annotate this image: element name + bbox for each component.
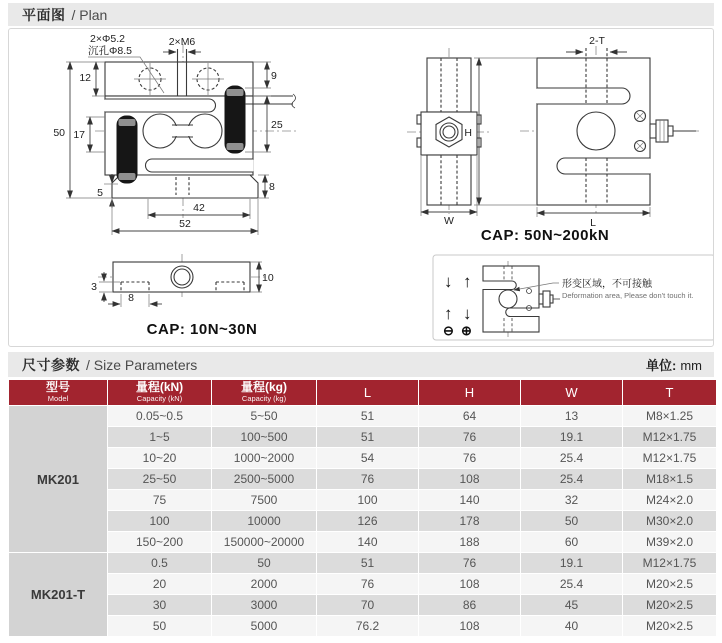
dim-42: 42 bbox=[193, 202, 205, 214]
table-row bbox=[9, 490, 716, 510]
table-cell: 50 bbox=[212, 553, 316, 573]
damper-left bbox=[117, 116, 137, 183]
model-cell: MK201 bbox=[9, 406, 107, 552]
table-row bbox=[9, 574, 716, 594]
table-cell: M39×2.0 bbox=[623, 532, 716, 552]
table-cell: 25.4 bbox=[521, 574, 622, 594]
table-cell: 13 bbox=[521, 406, 622, 426]
down-arrow-icon: ↓ bbox=[463, 304, 472, 323]
table-cell: 70 bbox=[317, 595, 418, 615]
table-cell: 76 bbox=[419, 427, 520, 447]
table-cell: 10~20 bbox=[108, 448, 211, 468]
size-parameters-table bbox=[8, 379, 717, 637]
table-cell: M12×1.75 bbox=[623, 427, 716, 447]
table-cell: M12×1.75 bbox=[623, 448, 716, 468]
table-cell: M20×2.5 bbox=[623, 574, 716, 594]
hole-label: 2×Φ5.2 bbox=[90, 33, 125, 45]
table-cell: 76 bbox=[419, 553, 520, 573]
table-cell: 64 bbox=[419, 406, 520, 426]
table-cell: 51 bbox=[317, 553, 418, 573]
table-cell: 25.4 bbox=[521, 448, 622, 468]
dim-12: 12 bbox=[79, 72, 91, 84]
model-cell: MK201-T bbox=[9, 553, 107, 636]
table-cell: 1~5 bbox=[108, 427, 211, 447]
table-cell: 75 bbox=[108, 490, 211, 510]
damper-right bbox=[225, 86, 245, 153]
technical-drawing bbox=[9, 29, 713, 346]
table-cell: 126 bbox=[317, 511, 418, 531]
header-capacity-kg: 量程(kg) Capacity (kg) bbox=[212, 380, 316, 405]
unit-value: mm bbox=[680, 358, 702, 373]
unit-note bbox=[646, 355, 702, 374]
table-cell: 19.1 bbox=[521, 553, 622, 573]
small-cell-side-view bbox=[91, 254, 274, 338]
dim-8-bottom: 8 bbox=[128, 292, 134, 304]
cap-small-label: CAP: 10N~30N bbox=[146, 321, 258, 338]
up-arrow-icon: ↑ bbox=[444, 304, 453, 323]
table-cell: M24×2.0 bbox=[623, 490, 716, 510]
table-row bbox=[9, 595, 716, 615]
table-cell: 2500~5000 bbox=[212, 469, 316, 489]
table-cell: 7500 bbox=[212, 490, 316, 510]
dim-50: 50 bbox=[53, 127, 65, 139]
table-cell: 150~200 bbox=[108, 532, 211, 552]
circled-plus-icon: ⊕ bbox=[461, 323, 472, 338]
dim-52: 52 bbox=[179, 218, 191, 230]
cap-large-label: CAP: 50N~200kN bbox=[480, 227, 610, 244]
table-cell: 178 bbox=[419, 511, 520, 531]
unit-label: 单位: bbox=[645, 358, 677, 373]
table-cell: 51 bbox=[317, 427, 418, 447]
table-cell: 50 bbox=[108, 616, 211, 636]
table-cell: 19.1 bbox=[521, 427, 622, 447]
header-capacity-kn: 量程(kN) Capacity (kN) bbox=[108, 380, 211, 405]
large-cell-front-view bbox=[464, 35, 700, 244]
table-cell: 100 bbox=[317, 490, 418, 510]
header-h: H bbox=[419, 380, 520, 405]
table-cell: 5000 bbox=[212, 616, 316, 636]
dim-3: 3 bbox=[91, 281, 97, 293]
table-cell: M18×1.5 bbox=[623, 469, 716, 489]
table-cell: 51 bbox=[317, 406, 418, 426]
table-cell: 86 bbox=[419, 595, 520, 615]
table-cell: 1000~2000 bbox=[212, 448, 316, 468]
dim-8-right: 8 bbox=[269, 181, 275, 193]
table-row bbox=[9, 469, 716, 489]
dim-17: 17 bbox=[73, 129, 85, 141]
table-cell: 76.2 bbox=[317, 616, 418, 636]
table-cell: 45 bbox=[521, 595, 622, 615]
table-cell: 32 bbox=[521, 490, 622, 510]
plan-section-header bbox=[8, 3, 714, 26]
down-arrow-icon: ↓ bbox=[444, 272, 453, 291]
table-cell: 3000 bbox=[212, 595, 316, 615]
deformation-note-zh: 形变区域，不可接触 bbox=[562, 279, 652, 290]
deformation-note-box bbox=[433, 255, 713, 340]
table-cell: 100 bbox=[108, 511, 211, 531]
table-cell: M8×1.25 bbox=[623, 406, 716, 426]
size-section-header bbox=[8, 352, 714, 377]
table-cell: 140 bbox=[419, 490, 520, 510]
table-cell: M20×2.5 bbox=[623, 616, 716, 636]
table-cell: M30×2.0 bbox=[623, 511, 716, 531]
stud-label: 2×M6 bbox=[168, 36, 196, 48]
dim-l: L bbox=[590, 217, 596, 229]
size-title-zh: 尺寸参数 bbox=[22, 356, 80, 373]
table-cell: 76 bbox=[419, 448, 520, 468]
table-cell: 60 bbox=[521, 532, 622, 552]
header-t: T bbox=[623, 380, 716, 405]
dim-w: W bbox=[444, 215, 454, 227]
up-arrow-icon: ↑ bbox=[463, 272, 472, 291]
dim-h: H bbox=[464, 127, 472, 139]
table-cell: 76 bbox=[317, 574, 418, 594]
dim-9: 9 bbox=[271, 70, 277, 82]
counterbore-label: 沉孔Φ8.5 bbox=[88, 45, 132, 57]
table-cell: 2000 bbox=[212, 574, 316, 594]
table-cell: M20×2.5 bbox=[623, 595, 716, 615]
table-row bbox=[9, 448, 716, 468]
table-cell: 108 bbox=[419, 469, 520, 489]
table-cell: 150000~20000 bbox=[212, 532, 316, 552]
table-cell: 108 bbox=[419, 574, 520, 594]
table-cell: 0.5 bbox=[108, 553, 211, 573]
plan-title-en: / Plan bbox=[71, 6, 108, 23]
table-cell: 40 bbox=[521, 616, 622, 636]
table-cell: 25.4 bbox=[521, 469, 622, 489]
circled-minus-icon: ⊖ bbox=[443, 323, 454, 338]
table-header-row bbox=[9, 380, 716, 405]
table-cell: 5~50 bbox=[212, 406, 316, 426]
cable-gland bbox=[650, 120, 696, 142]
table-cell: 54 bbox=[317, 448, 418, 468]
table-cell: 140 bbox=[317, 532, 418, 552]
table-cell: 20 bbox=[108, 574, 211, 594]
dim-25: 25 bbox=[271, 119, 283, 131]
dim-5: 5 bbox=[97, 187, 103, 199]
table-cell: 108 bbox=[419, 616, 520, 636]
small-cell-plan-view bbox=[53, 33, 298, 235]
table-row bbox=[9, 511, 716, 531]
size-table-body bbox=[9, 406, 716, 636]
deformation-note-en: Deformation area, Please don't touch it. bbox=[562, 291, 694, 300]
table-cell: 188 bbox=[419, 532, 520, 552]
table-row bbox=[9, 406, 716, 426]
header-w: W bbox=[521, 380, 622, 405]
table-cell: 30 bbox=[108, 595, 211, 615]
header-l: L bbox=[317, 380, 418, 405]
table-cell: 10000 bbox=[212, 511, 316, 531]
plan-title-zh: 平面图 bbox=[22, 6, 66, 23]
plan-drawing-panel bbox=[8, 28, 714, 347]
table-cell: M12×1.75 bbox=[623, 553, 716, 573]
dim-2t: 2-T bbox=[589, 35, 605, 47]
table-row bbox=[9, 616, 716, 636]
table-row bbox=[9, 532, 716, 552]
table-cell: 25~50 bbox=[108, 469, 211, 489]
header-model: 型号 Model bbox=[9, 380, 107, 405]
table-cell: 0.05~0.5 bbox=[108, 406, 211, 426]
table-cell: 50 bbox=[521, 511, 622, 531]
table-cell: 100~500 bbox=[212, 427, 316, 447]
table-cell: 76 bbox=[317, 469, 418, 489]
table-row bbox=[9, 427, 716, 447]
size-title-en: / Size Parameters bbox=[86, 356, 198, 373]
table-row bbox=[9, 553, 716, 573]
dim-10: 10 bbox=[262, 272, 274, 284]
